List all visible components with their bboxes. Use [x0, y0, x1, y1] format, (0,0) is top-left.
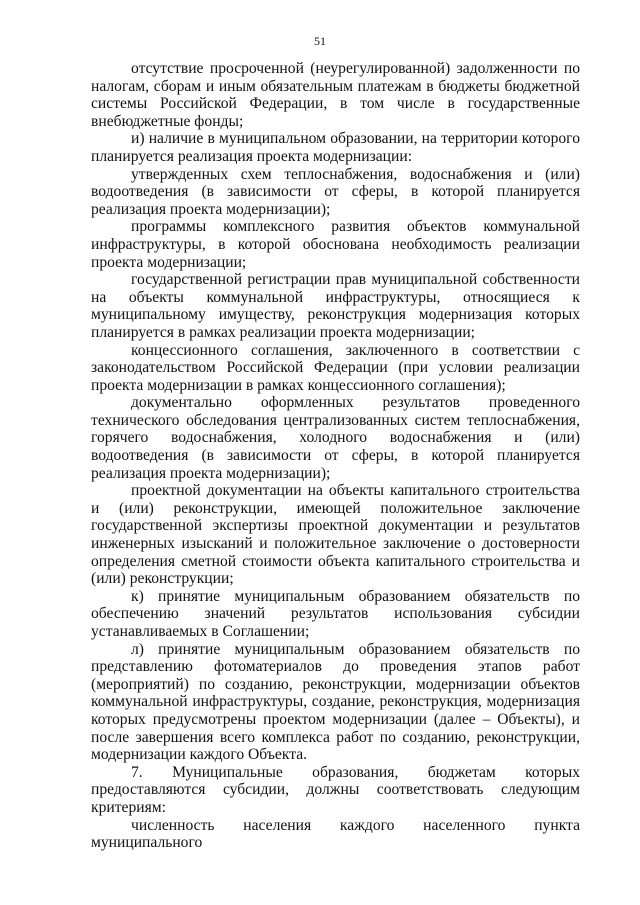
paragraph-population: численность населения каждого населенного пункта муниципального: [91, 816, 580, 852]
paragraph-project-documentation: проектной документации на объекты капитального строительства и (или) реконструкции, имеющей положительное заключение государственной экспертизы проектной документации и результатов инженерных изысканий и положительное заключение о достоверности определения сметной стоимости объекта капитального строительства и (или) реконструкции;: [91, 482, 580, 588]
paragraph-item-l: л) принятие муниципальным образованием обязательств по представлению фотоматериалов до проведения этапов работ (мероприятий) по созданию, реконструкции, модернизации объектов коммунальной инфраструктуры, создание, реконструкция, модернизация которых предусмотрены проектом модернизации (далее – Объекты), и после завершения всего комплекса работ по созданию, реконструкции, модернизации каждого Объекта.: [91, 640, 580, 764]
paragraph-item-i: и) наличие в муниципальном образовании, на территории которого планируется реализация проекта модернизации:: [91, 130, 580, 165]
paragraph-tax-arrears: отсутствие просроченной (неурегулированной) задолженности по налогам, сборам и иным обязательным платежам в бюджеты бюджетной системы Российской Федерации, в том числе в государственные внебюджетные фонды;: [91, 60, 580, 130]
paragraph-development-program: программы комплексного развития объектов коммунальной инфраструктуры, в которой обоснована необходимость реализации проекта модернизации;: [91, 218, 580, 271]
page-number: 51: [314, 34, 326, 48]
document-body: [91, 60, 580, 852]
paragraph-item-k: к) принятие муниципальным образованием обязательств по обеспечению значений результатов использования субсидии устанавливаемых в Соглашении;: [91, 587, 580, 640]
paragraph-section-7: 7. Муниципальные образования, бюджетам которых предоставляются субсидии, должны соответствовать следующим критериям:: [91, 763, 580, 816]
paragraph-state-registration: государственной регистрации прав муниципальной собственности на объекты коммунальной инфраструктуры, относящиеся к муниципальному имуществу, реконструкция модернизация которых планируется в рамках реализации проекта модернизации;: [91, 271, 580, 341]
paragraph-concession-agreement: концессионного соглашения, заключенного в соответствии с законодательством Российской Федерации (при условии реализации проекта модернизации в рамках концессионного соглашения);: [91, 341, 580, 394]
paragraph-supply-schemes: утвержденных схем теплоснабжения, водоснабжения и (или) водоотведения (в зависимости от сферы, в которой планируется реализация проекта модернизации);: [91, 165, 580, 218]
paragraph-technical-survey: документально оформленных результатов проведенного технического обследования централизованных систем теплоснабжения, горячего водоснабжения, холодного водоснабжения и (или) водоотведения (в зависимости от сферы, в которой планируется реализация проекта модернизации);: [91, 394, 580, 482]
